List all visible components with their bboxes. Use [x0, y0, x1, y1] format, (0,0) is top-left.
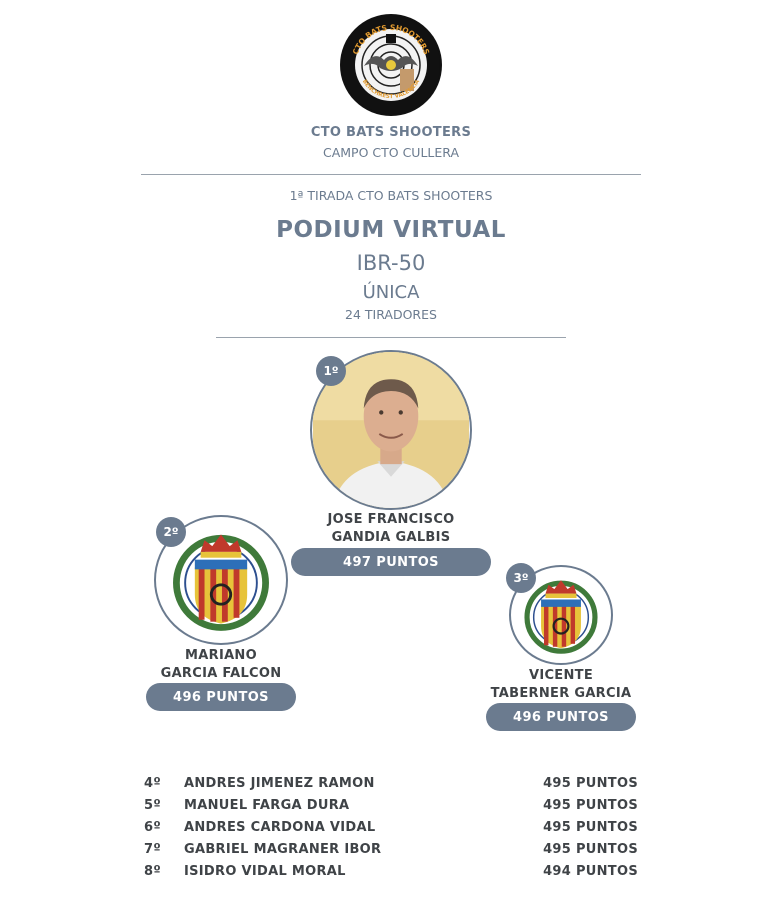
- third-place-name-line2: TABERNER GARCIA: [490, 686, 632, 701]
- list-item: [144, 795, 638, 817]
- second-place-badge: 2º: [156, 517, 186, 547]
- event-modalidad: IBR-50: [356, 251, 426, 275]
- rank-name: ANDRES CARDONA VIDAL: [184, 819, 376, 835]
- third-place-badge: 3º: [506, 563, 536, 593]
- rank-position: 5º: [144, 798, 161, 814]
- list-item: [144, 773, 638, 795]
- second-place-name-line2: GARCIA FALCON: [160, 666, 282, 681]
- svg-text:BENCHREST VALENCIA: BENCHREST VALENCIA: [360, 78, 422, 101]
- event-tiradores: 24 TIRADORES: [345, 307, 437, 322]
- svg-text:CTO BATS SHOOTERS: CTO BATS SHOOTERS: [350, 22, 432, 56]
- third-place-name-line1: VICENTE: [528, 668, 594, 683]
- rank-name: ISIDRO VIDAL MORAL: [184, 863, 346, 879]
- first-place-badge: 1º: [316, 356, 346, 386]
- rank-name: GABRIEL MAGRANER IBOR: [184, 841, 382, 857]
- rank-position: 4º: [144, 776, 161, 792]
- rank-points: 495 PUNTOS: [543, 798, 638, 814]
- rank-points: 494 PUNTOS: [543, 863, 638, 879]
- third-place-name: [461, 667, 661, 703]
- club-name: CTO BATS SHOOTERS: [310, 125, 472, 140]
- first-place-points: 497 PUNTOS: [291, 548, 491, 576]
- first-place-name: [291, 511, 491, 547]
- rank-name: MANUEL FARGA DURA: [184, 798, 350, 814]
- rank-points: 495 PUNTOS: [543, 776, 638, 792]
- first-place-name-line2: GANDIA GALBIS: [331, 530, 451, 545]
- bats-shooters-logo-icon: [340, 14, 442, 116]
- second-place-points: 496 PUNTOS: [146, 683, 296, 711]
- divider-top: [141, 174, 641, 175]
- club-campo: CAMPO CTO CULLERA: [322, 145, 460, 160]
- page-title: PODIUM VIRTUAL: [276, 217, 506, 243]
- event-tirada: 1ª TIRADA CTO BATS SHOOTERS: [289, 188, 493, 203]
- third-place-points: 496 PUNTOS: [486, 703, 636, 731]
- rank-position: 8º: [144, 863, 161, 879]
- rank-position: 6º: [144, 819, 161, 835]
- second-place-name-line1: MARIANO: [185, 648, 257, 663]
- list-item: [144, 860, 638, 882]
- ranking-list: [144, 773, 638, 882]
- club-logo: [340, 14, 442, 116]
- rank-points: 495 PUNTOS: [543, 819, 638, 835]
- rank-points: 495 PUNTOS: [543, 841, 638, 857]
- first-place-name-line1: JOSE FRANCISCO: [327, 512, 455, 527]
- rank-name: ANDRES JIMENEZ RAMON: [184, 776, 375, 792]
- rank-position: 7º: [144, 841, 161, 857]
- list-item: [144, 838, 638, 860]
- event-categoria: ÚNICA: [362, 282, 420, 303]
- divider-middle: [216, 337, 566, 338]
- list-item: [144, 817, 638, 839]
- second-place-name: [121, 647, 321, 683]
